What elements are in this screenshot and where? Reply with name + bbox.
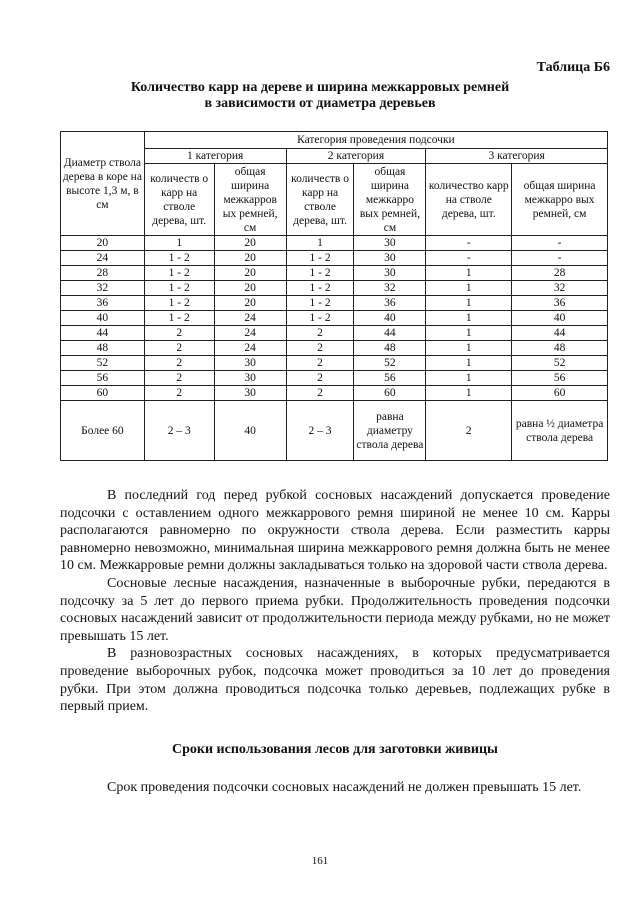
table-cell: 1 - 2 [286,266,354,281]
table-cell: 30 [214,371,286,386]
header-diameter: Диаметр ствола дерева в коре на высоте 1,3 м, в см [61,132,145,236]
table-cell: 36 [61,296,145,311]
table-cell: 36 [354,296,426,311]
table-cell: 1 [426,281,512,296]
page-number: 161 [311,855,329,867]
table-cell: 2 [426,401,512,461]
table-row [61,386,608,401]
table-cell: 30 [354,236,426,251]
table-cell: 32 [354,281,426,296]
table-cell: 44 [61,326,145,341]
table-row [61,296,608,311]
table-cell: 2 [144,356,214,371]
paragraph-1: В последний год перед рубкой сосновых насаждений допускается проведение подсочки с оставлением одного межкаррового ремня шириной не менее 10 см. Карры располагаются равномерно по окружности ствола дерева. Если разместить карры равномерно невозможно, минимальная ширина межкаррового ремня должна быть не менее 10 см. Межкарровые ремни должны закладываться только на здоровой части ствола дерева. [60,488,610,574]
table-cell: 1 - 2 [144,251,214,266]
table-cell: 1 [426,266,512,281]
table-cell: 30 [354,266,426,281]
table-cell: 24 [214,326,286,341]
table-cell: 2 [286,326,354,341]
table-row [61,236,608,251]
table-cell: 32 [512,281,608,296]
table-row [61,281,608,296]
table-cell: 60 [61,386,145,401]
table-cell: 1 - 2 [286,251,354,266]
header-category-2: 2 категория [286,149,426,164]
table-cell: 1 - 2 [286,311,354,326]
table-cell: 40 [214,401,286,461]
table-cell: 44 [512,326,608,341]
table-cell: 28 [61,266,145,281]
table-row [61,371,608,386]
table-cell: 1 [426,371,512,386]
table-cell: 2 [286,371,354,386]
table-cell: 20 [214,281,286,296]
table-title-line-1: Количество карр на дереве и ширина межкарровых ремней [130,80,510,95]
header-width-2: общая ширина межкарро вых ремней, см [354,164,426,236]
table-cell: 20 [214,266,286,281]
table-cell: 1 [426,341,512,356]
table-cell: 60 [354,386,426,401]
table-title-line-2: в зависимости от диаметра деревьев [204,96,436,111]
section-heading: Сроки использования лесов для заготовки живицы [172,742,498,757]
table-cell: 32 [61,281,145,296]
table-cell: 40 [512,311,608,326]
table-cell: 36 [512,296,608,311]
table-cell: 40 [354,311,426,326]
body-text [60,487,610,716]
table-cell: - [512,236,608,251]
table-cell: 60 [512,386,608,401]
table-cell: 1 - 2 [144,296,214,311]
table-cell: 1 [426,356,512,371]
table-cell: 2 [144,371,214,386]
table-cell: 40 [61,311,145,326]
table-cell: 20 [214,296,286,311]
table-cell: 52 [512,356,608,371]
table-cell: 2 – 3 [144,401,214,461]
table-cell: 1 - 2 [144,311,214,326]
header-category-1: 1 категория [144,149,286,164]
table-body [61,236,608,461]
table-cell: 28 [512,266,608,281]
table-cell: равна ½ диаметра ствола дерева [512,401,608,461]
table-cell: 2 [144,341,214,356]
table-row [61,341,608,356]
table-cell: 56 [512,371,608,386]
table-cell: - [426,236,512,251]
table-cell: 24 [214,341,286,356]
table-cell: 30 [354,251,426,266]
table-label: Таблица Б6 [536,60,610,75]
table-cell: 56 [61,371,145,386]
final-paragraph: Срок проведения подсочки сосновых насаждений не должен превышать 15 лет. [107,780,582,795]
table-cell: 24 [61,251,145,266]
table-row [61,401,608,461]
table-cell: 2 [286,341,354,356]
table-cell: 30 [214,386,286,401]
table-cell: равна диаметру ствола дерева [354,401,426,461]
table-cell: 1 - 2 [286,281,354,296]
table-title [50,80,590,112]
header-count-1: количеств о карр на стволе дерева, шт. [144,164,214,236]
paragraph-3: В разновозрастных сосновых насаждениях, в которых предусматривается проведение выборочных рубок, подсочка может проводиться за 10 лет до проведения рубки. При этом должна проводиться подсочка только деревьев, подлежащих рубке в первый прием. [60,646,610,715]
data-table [60,131,608,461]
table-cell: 1 [426,296,512,311]
header-category-group: Категория проведения подсочки [144,132,607,149]
table-row [61,251,608,266]
table-row [61,266,608,281]
table-cell: 20 [61,236,145,251]
table-cell: 1 [426,386,512,401]
table-row [61,326,608,341]
table-cell: 44 [354,326,426,341]
table-cell: 1 - 2 [286,296,354,311]
table-cell: - [426,251,512,266]
table-cell: - [512,251,608,266]
table-cell: 24 [214,311,286,326]
paragraph-2: Сосновые лесные насаждения, назначенные в выборочные рубки, передаются в подсочку за 5 лет до первого приема рубки. Продолжительность проведения подсочки сосновых насаждений зависит от продолжительности периода между рубками, но не может превышать 15 лет. [60,575,610,644]
table-cell: 52 [354,356,426,371]
table-cell: 56 [354,371,426,386]
table-row [61,356,608,371]
header-width-3: общая ширина межкарро вых ремней, см [512,164,608,236]
header-count-2: количеств о карр на стволе дерева, шт. [286,164,354,236]
table-cell: 1 - 2 [144,266,214,281]
table-cell: 1 [426,311,512,326]
table-cell: 2 [144,326,214,341]
table-cell: 52 [61,356,145,371]
table-cell: 2 [286,386,354,401]
table-cell: 20 [214,251,286,266]
table-cell: 1 [144,236,214,251]
header-width-1: общая ширина межкарров ых ремней, см [214,164,286,236]
table-cell: 20 [214,236,286,251]
header-count-3: количество карр на стволе дерева, шт. [426,164,512,236]
table-cell: 48 [512,341,608,356]
table-cell: 1 - 2 [144,281,214,296]
table-cell: 2 [144,386,214,401]
table-cell: 48 [354,341,426,356]
table-cell: 30 [214,356,286,371]
table-cell: 2 – 3 [286,401,354,461]
table-cell: 2 [286,356,354,371]
table-cell: 1 [286,236,354,251]
table-cell: Более 60 [61,401,145,461]
table-row [61,311,608,326]
table-cell: 48 [61,341,145,356]
final-text [60,778,610,797]
header-category-3: 3 категория [426,149,608,164]
table-cell: 1 [426,326,512,341]
